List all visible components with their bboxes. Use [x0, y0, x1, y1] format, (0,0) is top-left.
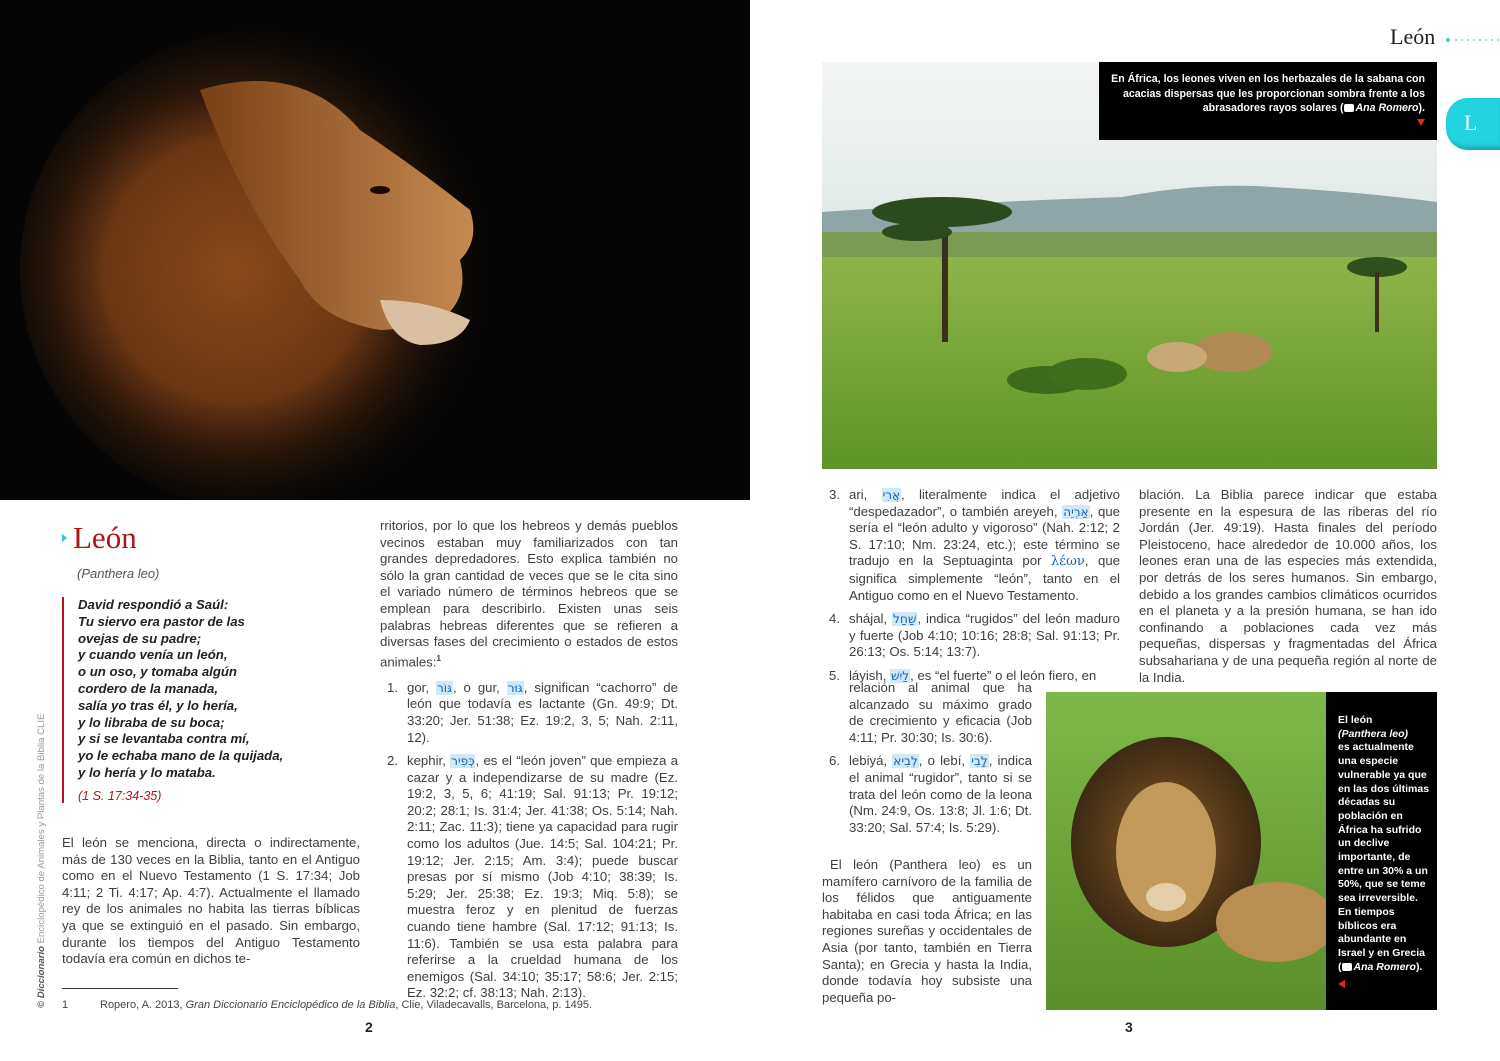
quote-line: y lo hería y lo mataba. [78, 764, 216, 780]
hebrew-word: אֲרִי [882, 488, 901, 502]
running-head: León [1390, 24, 1436, 49]
term-6-list [822, 753, 1032, 836]
greek-word: λέων [1050, 554, 1085, 570]
hebrew-term-item [380, 680, 678, 746]
letter-tab-L[interactable]: L [1446, 98, 1500, 150]
term-text: , literalmente indica el adjetivo “despedazador”, o también areyeh, [849, 487, 1120, 519]
photo-credit: Ana Romero [1355, 102, 1419, 114]
term-text: láyish, [849, 667, 891, 683]
pointer-left-icon [1338, 980, 1345, 988]
term-text: , que sería el “león adulto y vigoroso” (Nah. 2:12; 2 S. 17:10; Nm. 23:24, etc.); este término se tradujo en la Septuaginta por [849, 503, 1120, 569]
page-number-left: 2 [365, 1019, 373, 1035]
footnote-text: Ropero, A. 2013, [100, 999, 186, 1011]
entry-title-wrap [62, 520, 137, 556]
bible-quote [62, 597, 302, 803]
caption-text: es actualmente una especie vulnerable ya que en las dos últimas décadas su población en África ha sufrido un declive importante, de entre un 30% a un 50%, que se teme sea irreversible. En tiempos bíblicos era abundante en Israel y en Grecia ( [1338, 741, 1430, 973]
term-number: 1. [387, 679, 398, 695]
quote-line: o un oso, y tomaba algún [78, 664, 237, 680]
side-credit-text: Enciclopédico de Animales y Plantas de la Biblia CLIE [36, 713, 47, 947]
hebrew-word: גּוֹר [436, 680, 452, 695]
footnote-number: 1 [62, 999, 69, 1011]
hebrew-word: כְּפִיר [451, 754, 475, 769]
caption-text: En África, los leones viven en los herbazales de la sabana con acacias dispersas que les proporcionan sombra frente a los abrasadores rayos solares ( [1111, 73, 1425, 114]
caption-sci: (Panthera leo) [1338, 727, 1409, 740]
dotted-line-decoration [1446, 38, 1500, 42]
term-text: , es el “león joven” que empieza a cazar y a independizarse de su madre (Ez. 19:2, 3, 5, 6; 41:19; Sal. 91:13; Pr. 19:12; 20:2; 28:1; Is. 31:4; Jer. 41:38; Os. 5:14; Nah. 2:11; Zac. 11:3); tiene ya capacidad para rugir como los adultos (Jue. 14:5; Sal. 104:21; Pr. 19:12; Jer. 2:15; Am. 3:4); puede buscar presas por sí mismo (Job 4:10; 38:39; Is. 5:29; Jer. 25:38; Ez. 19:3; Miq. 5:8); se muestra feroz y en plenitud de fuerzas cuando tiene hambre (Sal. 17:12; 91:13; Is. 11:6). También se usa esta palabra para referirse a la crueldad humana de los enemigos (Sal. 34:10; 35:17; 58:6; Jer. 2:15; Ez. 32:2; cf. 38:13; Nah. 2:13). [407, 753, 678, 1001]
footnote [62, 999, 592, 1011]
distribution-paragraph: blación. La Biblia parece indicar que estaba presente en la espesura de las riberas del río Jordán (Jer. 49:19). Hasta finales del período Pleistoceno, hace alrededor de 10.000 años, los leones eran una de las especies más extendida, por detrás de los seres humanos. Sin embargo, debido a los grandes cambios climáticos ocurridos en el planeta y a la presión humana, se han ido confinando a poblaciones cada vez más pequeñas, dispersas y fragmentadas del África subsahariana y de una pequeña región al norte de la India. [1139, 487, 1437, 685]
quote-line: y si se levantaba contra mí, [78, 731, 250, 747]
caption-end: ). [1418, 102, 1425, 114]
quote-line: ovejas de su padre; [78, 630, 202, 646]
quote-reference: (1 S. 17:34-35) [78, 788, 162, 803]
page-number-right: 3 [1125, 1019, 1133, 1035]
caption-end: ). [1415, 960, 1423, 973]
quote-lines [78, 597, 302, 782]
hebrew-term-item [822, 611, 1120, 661]
hebrew-term-item [380, 753, 678, 1002]
footnote-title: Gran Diccionario Enciclopédico de la Biblia [185, 999, 396, 1011]
quote-line: yo le echaba mano de la quijada, [78, 748, 284, 764]
term-text: lebiyá, [849, 753, 893, 769]
quote-line: cordero de la manada, [78, 680, 218, 696]
photo-caption-top [1099, 62, 1437, 140]
photo-caption-bottom [1326, 692, 1437, 1010]
term-text: , indica el animal “rugidor”, tanto si se trata del león como de la leona (Nm. 24:9, Os. 13:8; Jl. 1:6; Dt. 33:20; Sal. 57:4; Is. 5:29). [849, 753, 1032, 835]
hebrew-word: גּוּר [507, 680, 523, 695]
term-text: , indica “rugidos” del león maduro y fuerte (Job 4:10; 10:16; 28:8; Sal. 91:13; Pr. 26:13; Os. 5:14; 13:7). [849, 611, 1120, 660]
side-credit-bold: © Diccionario [36, 946, 47, 1008]
term-number: 3. [829, 487, 840, 502]
term-text: , o gur, [452, 679, 507, 695]
term-number: 2. [387, 753, 398, 769]
terms-intro [380, 518, 678, 671]
resting-lion-photo [1046, 692, 1326, 1010]
column-2 [380, 518, 678, 1009]
hebrew-word: לָבִי [971, 754, 988, 769]
term-text: kephir, [407, 753, 451, 769]
term-text: ari, [849, 487, 882, 502]
photo-credit: Ana Romero [1353, 960, 1416, 973]
hebrew-term-item [822, 487, 1120, 604]
term-text: , significan “cachorro” de león que todavía es lactante (Gn. 49:9; Dt. 33:20; Jer. 51:38; Ez. 19:2, 3, 5; Nah. 2:11, 12). [407, 679, 678, 745]
quote-line: David respondió a Saúl: [78, 597, 229, 612]
term5-continued: relación al animal que ha alcanzado su máximo grado de crecimiento y eficacia (Job 4:11; Pr. 30:30; Is. 30:6). [849, 680, 1032, 745]
footnote-divider [62, 988, 178, 989]
quote-line: y lo libraba de su boca; [78, 714, 225, 730]
camera-icon [1344, 104, 1354, 112]
quote-line: Tu siervo era pastor de las [78, 613, 245, 629]
footnote-text-end: , Clie, Viladecavalls, Barcelona, p. 1495. [395, 999, 593, 1011]
hebrew-terms-list [380, 680, 678, 1002]
lion-portrait-photo [0, 0, 750, 500]
side-credit [36, 714, 47, 1009]
intro-paragraph: El león se menciona, directa o indirectamente, más de 130 veces en la Biblia, tanto en el Antiguo como en el Nuevo Testamento (1 S. 17:34; Job 4:11; 2 Ti. 4:17; Ap. 4:7). Actualmente el llamado rey de los animales no habita las tierras bíblicas ya que se extinguió en el pasado. Sin embargo, durante los tiempos del Antiguo Testamento todavía era común en dichos te- [62, 835, 360, 967]
entry-title: León [73, 520, 137, 555]
pointer-down-icon [1417, 119, 1425, 126]
terms-intro-text: rritorios, por lo que los hebreos y demás pueblos vecinos estaban muy familiarizados con tan grandes depredadores. Esto explica también no sólo la gran cantidad de veces que se le cita sino el variado número de términos hebreos que se emplean para describirlo. Existen unas seis palabras hebreas diferentes que se refieren a diversas fases del crecimiento o estados de estos animales: [380, 518, 678, 670]
quote-line: salía yo tras él, y lo hería, [78, 697, 238, 713]
quote-line: y cuando venía un león, [78, 647, 228, 663]
term-text: , o lebí, [918, 753, 971, 769]
hebrew-word: לַיִשׁ [891, 668, 910, 683]
column-3-narrow [822, 680, 1032, 843]
term-text: , es “el fuerte” o el león fiero, en [910, 667, 1097, 683]
hebrew-term-item [822, 753, 1032, 836]
term-number: 4. [829, 611, 840, 627]
hebrew-word: שַׁחַל [893, 612, 917, 627]
hebrew-word: לְבִיא [893, 754, 918, 769]
footnote-ref[interactable]: 1 [436, 653, 441, 663]
term-text: gor, [407, 679, 436, 695]
caption-lead: El león [1338, 714, 1373, 726]
term-number: 5. [829, 667, 840, 683]
hebrew-terms-list-continued [822, 487, 1120, 685]
habitat-paragraph: El león (Panthera leo) es un mamífero carnívoro de la familia de los félidos que antiguamente habitaba en casi toda África; en las regiones sureñas y occidentales de Asia (por tanto, también en Tierra Santa); en Grecia y hasta la India, donde todavía hoy subsiste una pequeña po- [822, 857, 1032, 1005]
term-text: , que significa simplemente “león”, tanto en el Antiguo como en el Nuevo Testamento. [849, 553, 1120, 603]
term-number: 6. [829, 753, 840, 769]
term-text: shájal, [849, 611, 893, 627]
hebrew-word: אַרְיֵה [1063, 504, 1089, 519]
column-3 [822, 487, 1120, 692]
scientific-name: (Panthera leo) [77, 566, 160, 581]
camera-icon [1342, 963, 1352, 971]
